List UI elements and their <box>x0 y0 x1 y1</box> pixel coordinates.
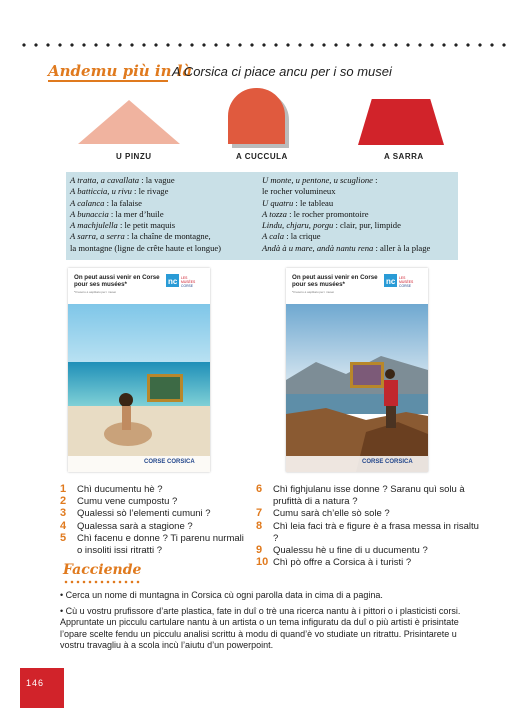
question-item: 6 Chì fighjulanu isse donne ? Saranu quì solu à prufittà di a natura ? <box>256 483 465 508</box>
page-title: A Corsica ci piace ancu per i so musei <box>172 64 392 79</box>
svg-text:LES: LES <box>399 276 406 280</box>
vocabulary-left <box>70 175 221 254</box>
museum-poster-mountain <box>286 268 428 472</box>
activity-item: • Cerca un nome di muntagna in Corsica cù ogni parolla data in cima di a pagina. <box>60 590 383 600</box>
svg-text:nc: nc <box>168 277 178 286</box>
svg-text:CORSE: CORSE <box>399 284 412 288</box>
poster-slogan: On peut aussi venir en Corse pour ses musées* <box>292 274 378 288</box>
vocab-line: A cala : la crique <box>262 231 321 242</box>
question-item: 4 Qualessa sarà a stagione ? <box>60 519 193 532</box>
shape-label-cuccula: A CUCCULA <box>236 152 288 161</box>
question-item: 9 Qualessu hè u fine di u ducumentu ? <box>256 544 428 557</box>
arch-shape <box>228 88 285 144</box>
vocab-line: Andà à u mare, andà nantu rena : aller à la plage <box>262 242 431 253</box>
dotted-rule <box>18 42 508 48</box>
poster-header <box>68 268 210 302</box>
questions-right <box>256 484 484 569</box>
vocab-line: A bunaccia : la mer d’huile <box>70 208 164 219</box>
questions-left <box>60 484 246 557</box>
vocab-line: A tratta, a cavallata : la vague <box>70 175 175 185</box>
vocabulary-box <box>66 172 458 260</box>
vocab-line: A calanca : la falaise <box>70 197 142 208</box>
shape-label-pinzu: U PINZU <box>116 152 152 161</box>
shape-label-sarra: A SARRA <box>384 152 424 161</box>
vocab-line: A machjulella : le petit maquis <box>70 220 176 231</box>
question-item: 3 Qualessi sò l’elementi cumuni ? <box>60 507 211 520</box>
brand-underline <box>48 80 168 82</box>
svg-text:nc: nc <box>386 277 396 286</box>
vocab-line: la montagne (ligne de crête haute et longue) <box>70 242 222 253</box>
poster-photo-beach <box>68 304 210 472</box>
poster-slogan: On peut aussi venir en Corse pour ses musées* <box>74 274 160 288</box>
page-number-box <box>20 668 64 708</box>
museum-poster-beach <box>68 268 210 472</box>
svg-text:MUSÉES: MUSÉES <box>399 280 414 284</box>
question-item: 7 Cumu sarà ch’elle sò sole ? <box>256 507 390 520</box>
question-item: 8 Chì leia faci trà e figure è a frasa messa in risaltu ? <box>256 519 479 544</box>
poster-footer <box>286 456 428 472</box>
svg-text:CORSE: CORSE <box>181 284 194 288</box>
poster-footer <box>68 456 210 472</box>
activities-list <box>60 590 478 656</box>
question-item: 10 Chì pò offre a Corsica à i turisti ? <box>256 556 412 569</box>
page-number: 146 <box>26 678 45 688</box>
vocabulary-right <box>262 175 430 254</box>
question-item: 1 Chì ducumentu hè ? <box>60 483 163 495</box>
vocab-line: U quatru : le tableau <box>262 197 334 208</box>
vocab-line: le rocher volumineux <box>262 186 336 197</box>
svg-text:MUSÉES: MUSÉES <box>181 280 196 284</box>
activity-item: • Cù u vostru prufissore d’arte plastica, fate in duî o trè una ricerca nantu à i pittori o i plasticisti corsi. Appruntate un picculu cartulare nantu à un artista o un tema infiguratu da duî o più artisti è prisintate l’opare scelte fendu un picculu analisi scrittu à modu di quand’è vo studiate un ritrattu. Prisintarete u vostru travagliu à a scola incù l’aiutu d’un powerpoint. <box>60 605 461 650</box>
svg-text:LES: LES <box>181 276 188 280</box>
museums-logo <box>384 271 414 293</box>
question-item: 5 Chì facenu e donne ? Ti parenu nurmali o insoliti issi ritratti ? <box>60 531 244 557</box>
activities-heading: Facciende <box>63 562 142 578</box>
poster-photo-mountain <box>286 304 428 472</box>
museums-logo <box>166 271 196 293</box>
vocab-line: A sarra, a serra : la chaîne de montagne, <box>70 231 211 242</box>
vocab-line: U monte, u pentone, u scuglione : <box>262 175 378 185</box>
vocab-line: Lindu, chjaru, porgu : clair, pur, limpide <box>262 220 401 231</box>
triangle-shape <box>78 100 180 144</box>
corse-logo: CORSE CORSICA <box>144 459 195 465</box>
poster-footnote: *Il tesoru è aspittatu per i musei <box>292 290 335 294</box>
question-item: 2 Cumu vene cumpostu ? <box>60 495 178 508</box>
poster-footnote: *Il tesoru è aspittatu per i musei <box>74 290 117 294</box>
vocab-line: A tozza : le rocher promontoire <box>262 208 369 219</box>
poster-header <box>286 268 428 302</box>
trapezoid-shape <box>358 99 444 145</box>
section-brand: Andemu più in là <box>48 62 193 80</box>
activities-dots <box>63 579 141 585</box>
vocab-line: A batticcia, u rivu : le rivage <box>70 186 169 197</box>
corse-logo: CORSE CORSICA <box>362 459 413 465</box>
